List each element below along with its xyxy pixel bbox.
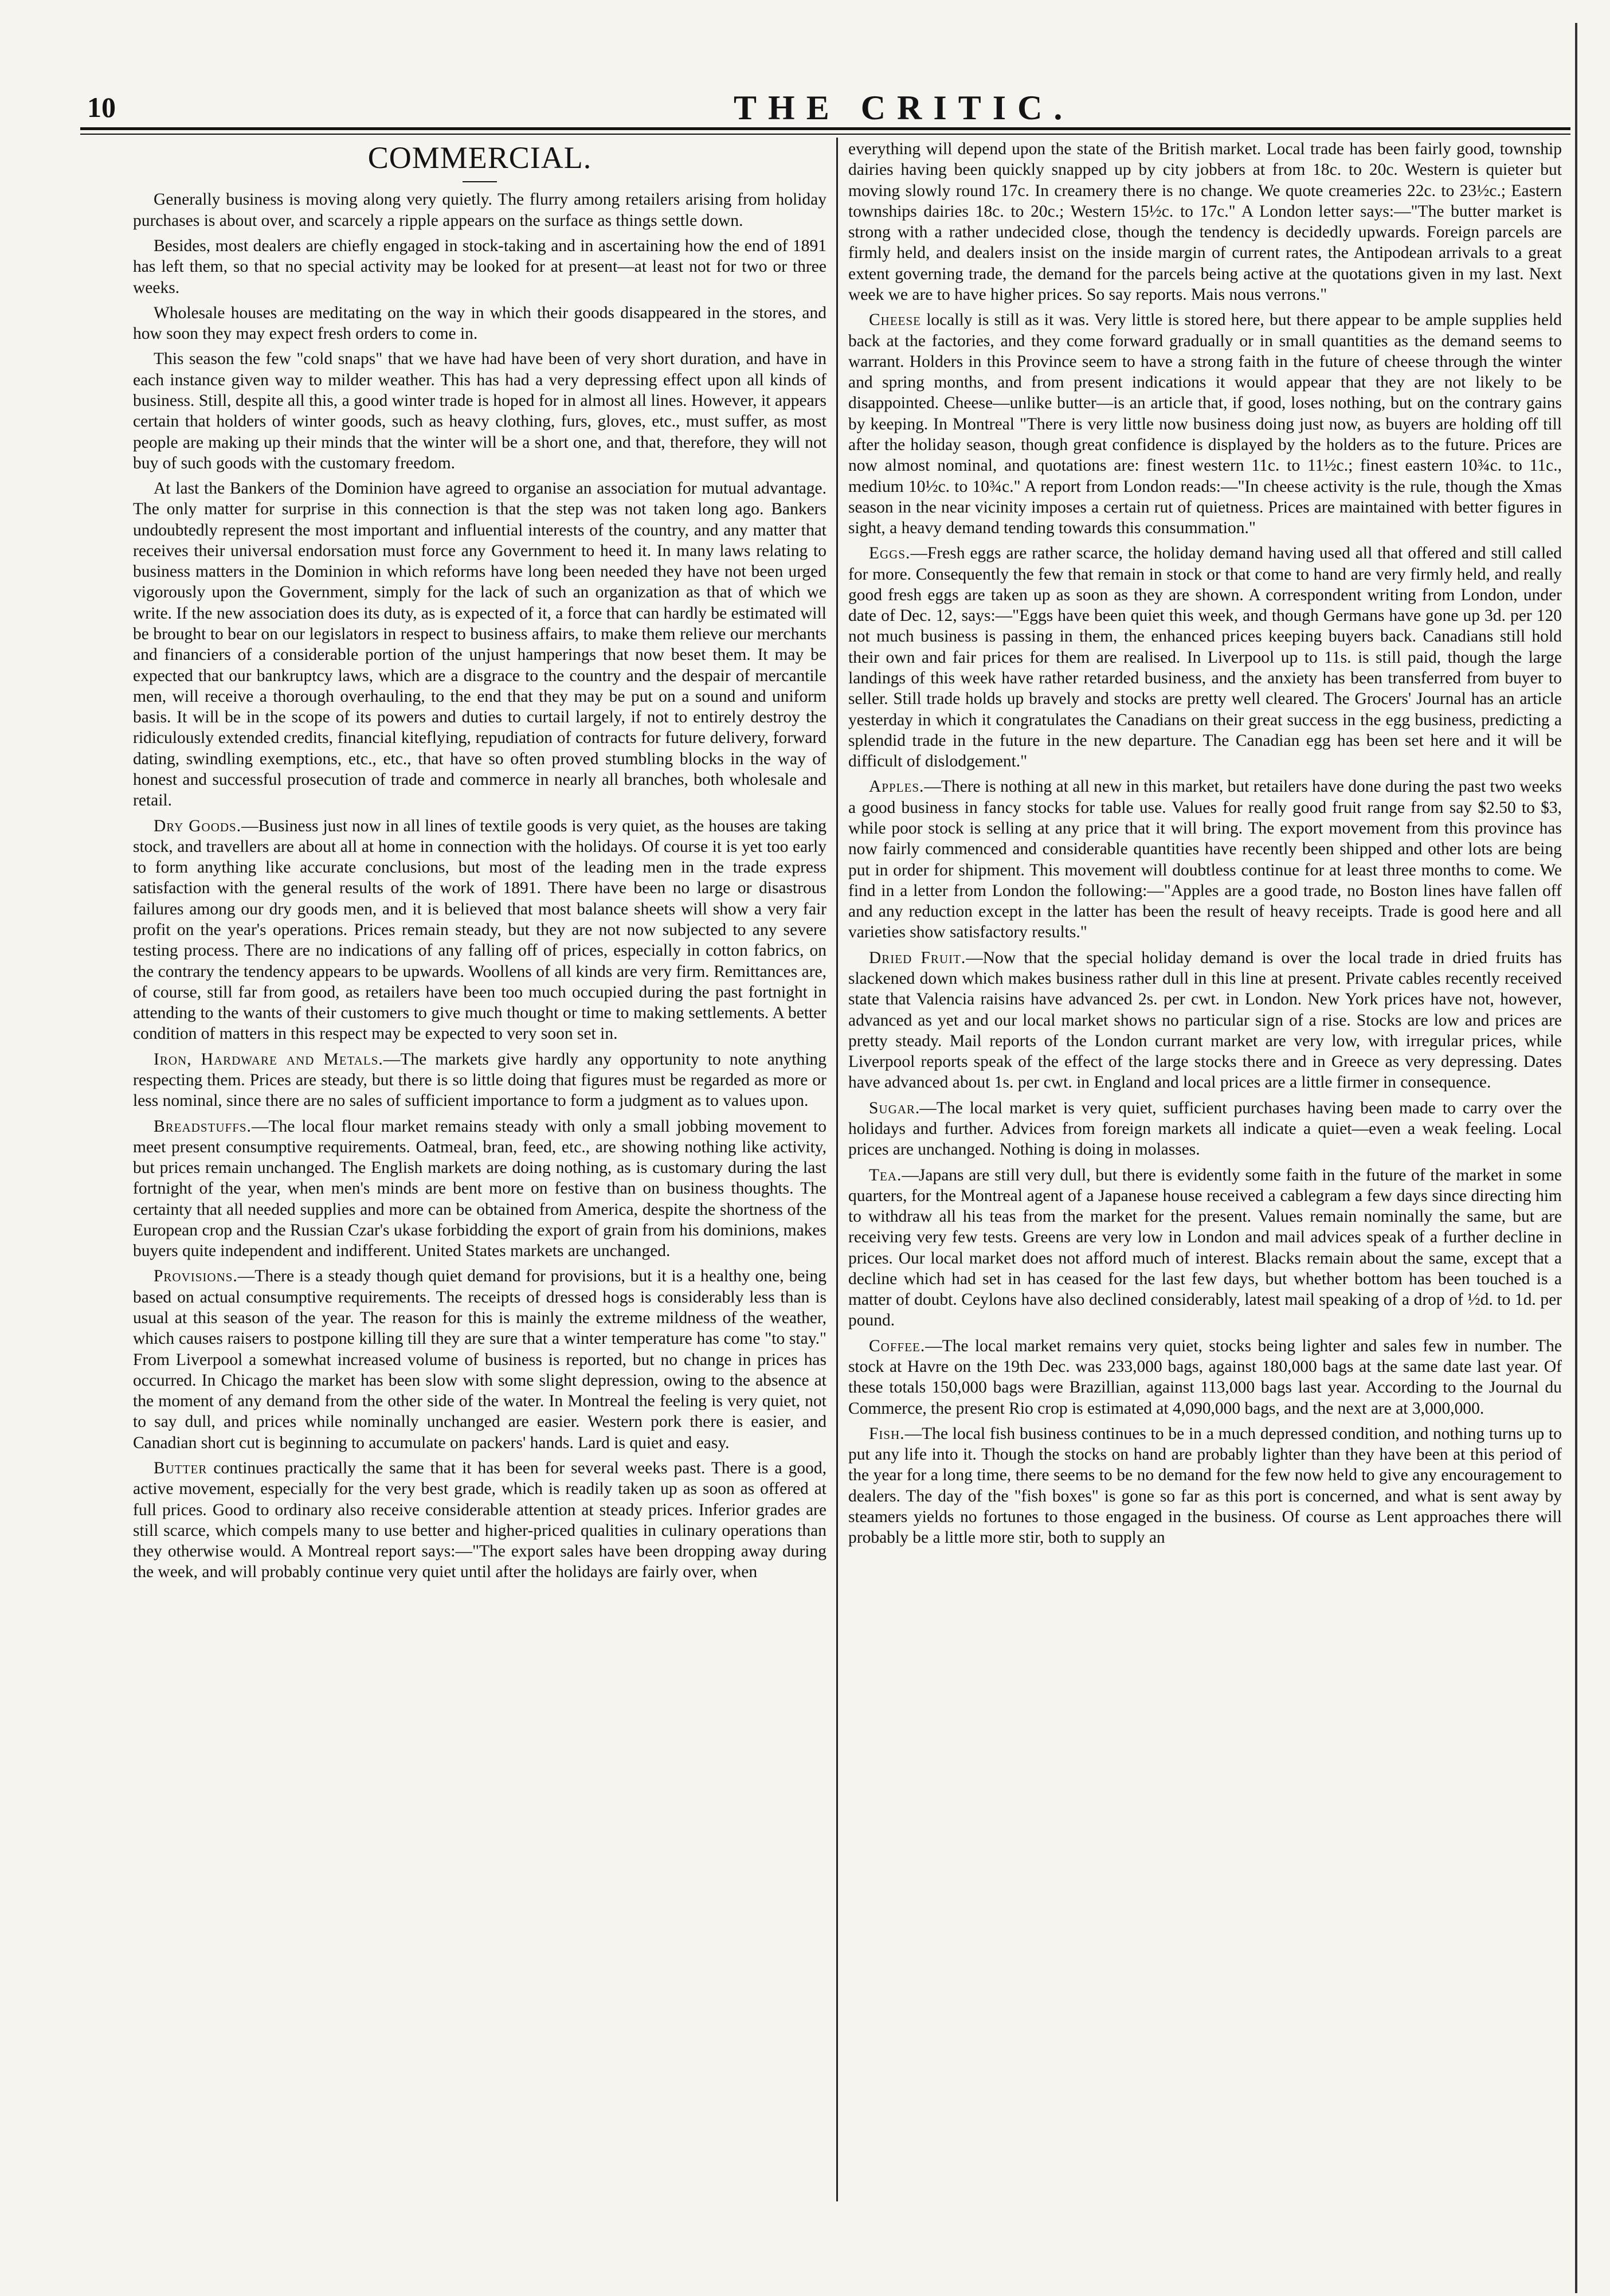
paragraph-stock-taking: Besides, most dealers are chiefly engaged in stock-taking and in ascertaining how the end of 1891 has left them, so that no special activity may be looked for at present—at least not for two or three weeks. <box>133 236 826 297</box>
paragraph-text-tea: —Japans are still very dull, but there is evidently some faith in the future of the market in some quarters, for the Montreal agent of a Japanese house received a cablegram a few days since directing him to withdraw all his teas from the market for the present. Values remain nominally the same, but are receiving very few tests. Greens are very low in London and mail advices speak of a further decline in prices. Our local market does not afford much of interest. Blacks remain about the same, except that a decline which had set in has ceased for the last few days, but whether bottom has been touched is a matter of doubt. Ceylons have also declined considerably, latest mail speaking of a drop of ½d. to 1d. per pound. <box>848 1165 1562 1330</box>
paragraph-eggs <box>848 543 1562 772</box>
paragraph-breadstuffs <box>133 1116 826 1262</box>
paragraph-cheese <box>848 310 1562 538</box>
paragraph-text-butter: continues practically the same that it has been for several weeks past. There is a good, active movement, especially for the very best grade, which is readily taken up as soon as offered at full prices. Good to ordinary also receive considerable attention at steady prices. Inferior grades are still scarce, which compels many to use better and higher-priced qualities in culinary operations than they otherwise would. A Montreal report says:—"The export sales have been dropping away during the week, and will probably continue very quiet until after the holidays are fairly over, when <box>133 1459 826 1582</box>
paragraph-text-provisions: —There is a steady though quiet demand for provisions, but it is a healthy one, being based on actual consumptive requirements. The receipts of dressed hogs is considerably less than is usual at this season of the year. The reason for this is mainly the extreme mildness of the weather, which causes raisers to postpone killing till they are sure that a winter temperature has come "to stay." From Liverpool a somewhat increased volume of business is reported, but no change in prices has occurred. In Chicago the market has been slow with some slight depression, owing to the absence at the moment of any demand from the other side of the water. In Montreal the feeling is very quiet, not to say dull, and prices while nominally unchanged are easier. Western pork there is easier, and Canadian short cut is beginning to accumulate on packers' hands. Lard is quiet and easy. <box>133 1267 826 1452</box>
run-in-heading-coffee: Coffee. <box>869 1336 926 1355</box>
paragraph-provisions <box>133 1266 826 1453</box>
page-header <box>80 86 1570 126</box>
run-in-heading-dried-fruit: Dried Fruit. <box>869 948 966 967</box>
paragraph-dry-goods <box>133 816 826 1045</box>
paragraph-coffee <box>848 1336 1562 1419</box>
paragraph-text-cheese: locally is still as it was. Very little is stored here, but there appear to be ample supplies held back at the factories, and they come forward gradually or in small quantities as the demand seems to warrant. Holders in this Province seem to have a strong faith in the future of cheese through the winter and spring months, and from present indications it would appear that they are not likely to be disappointed. Cheese—unlike butter—is an article that, if good, loses nothing, but on the contrary gains by keeping. In Montreal "There is very little now business doing just now, as buyers are holding off till after the holiday season, though great confidence is displayed by the holders as to the future. Prices are now almost nominal, and quotations are: finest western 11c. to 11½c.; finest eastern 10¾c. to 11c., medium 10½c. to 10¾c." A report from London reads:—"In cheese activity is the rule, though the Xmas season in the near vicinity imposes a certain rut of quietness. Prices are maintained with better figures in sight, a heavy demand tending towards this consummation." <box>848 311 1562 538</box>
paragraph-text-dried-fruit: —Now that the special holiday demand is over the local trade in dried fruits has slackened down which makes business rather dull in this line at present. Private cables recently received state that Valencia raisins have advanced 2s. per cwt. in London. New York prices have not, however, advanced as yet and our local market shows no particular sign of a rise. Stocks are low and prices are pretty steady. Mail reports of the London currant market are very low, with irregular prices, while Liverpool reports speak of the effect of the large stocks there and in Greece as very depressing. Dates have advanced about 1s. per cwt. in England and local prices are a little firmer in consequence. <box>848 948 1562 1092</box>
run-in-heading-breadstuffs: Breadstuffs. <box>154 1117 252 1136</box>
paragraph-butter <box>133 1458 826 1583</box>
paragraph-iron-hardware-metals <box>133 1049 826 1112</box>
run-in-heading-apples: Apples. <box>869 777 925 796</box>
paragraph-text-fish: —The local fish business continues to be in a much depressed condition, and nothing turns up to put any life into it. Though the stocks on hand are probably lighter than they have been at this period of the year for a long time, there seems to be no demand for the few now held to give any encouragement to dealers. The day of the "fish boxes" is gone so far as this port is concerned, and what is sent away by steamers yields no fortunes to those engaged in the business. Of course as Lent approaches there will probably be a little more stir, both to supply an <box>848 1424 1562 1547</box>
paragraph-text-eggs: —Fresh eggs are rather scarce, the holiday demand having used all that offered and still called for more. Consequently the few that remain in stock or that come to hand are very firmly held, and really good fresh eggs are taken up as soon as they are shown. A correspondent writing from London, under date of Dec. 12, says:—"Eggs have been quiet this week, and though Germans have gone up 3d. per 120 not much business is passing in them, the enhanced prices keeping buyers back. Canadians still hold their own and fair prices for them are realised. In Liverpool up to 11s. is still paid, though the large landings of this week have rather retarded business, and the anxiety has been transferred from buyer to seller. Still trade holds up bravely and stocks are pretty well cleared. The Grocers' Journal has an article yesterday in which it congratulates the Canadians on their great success in the egg business, predicting a splendid trade in the future in the new departure. The Canadian egg has been set here and it will be difficult of dislodgement." <box>848 544 1562 771</box>
right-column <box>848 139 1562 1553</box>
run-in-heading-dry-goods: Dry Goods. <box>154 816 242 835</box>
run-in-heading-eggs: Eggs. <box>869 544 911 563</box>
paragraph-text-dry-goods: —Business just now in all lines of textile goods is very quiet, as the houses are taking stock, and travellers are about all at home in connection with the holidays. Of course it is yet too early to form anything like accurate conclusions, but most of the leading men in the trade express satisfaction with the general results of the work of 1891. There have been no large or disastrous failures among our dry goods men, and it is believed that most balance sheets will show a very fair profit on the year's operations. Prices remain steady, but they are not now subjected to any severe testing process. There are no indications of any falling off of prices, especially in cotton fabrics, on the contrary the tendency appears to be upwards. Woollens of all kinds are very firm. Remittances are, of course, still far from good, as retailers have been too much occupied during the past fortnight in attending to the wants of their customers to give much thought or time to making settlements. A better condition of matters in this respect may be expected to very soon set in. <box>133 816 826 1043</box>
page-number: 10 <box>87 91 116 123</box>
paragraph-text-apples: —There is nothing at all new in this market, but retailers have done during the past two weeks a good business in fancy stocks for table use. Values for really good fruit range from say $2.50 to $3, while poor stock is selling at any price that it will bring. The export movement from this province has now fairly commenced and considerable quantities have recently been shipped and other lots are being put in order for shipment. This movement will doubtless continue for at least three months to come. We find in a letter from London the following:—"Apples are a good trade, no Boston lines have fallen off and any reduction except in the latter has been the result of heavy receipts. Trade is good here and all varieties show satisfactory results." <box>848 777 1562 942</box>
masthead: THE CRITIC. <box>734 89 1074 127</box>
run-in-heading-provisions: Provisions. <box>154 1267 238 1286</box>
paragraph-text-iron-hardware-metals: —The markets give hardly any opportunity to note anything respecting them. Prices are steady, but there is so little doing that figures must be regarded as more or less nominal, since there are no sales of sufficient importance to form a judgment as to values upon. <box>133 1050 826 1110</box>
run-in-heading-cheese: Cheese <box>869 311 922 330</box>
run-in-heading-sugar: Sugar <box>869 1098 915 1117</box>
paragraph-tea <box>848 1165 1562 1331</box>
header-rule-thick <box>80 127 1570 130</box>
header-rule-thin <box>80 134 1570 135</box>
paragraph-bankers-association: At last the Bankers of the Dominion have agreed to organise an association for mutual advantage. The only matter for surprise in this connection is that the step was not taken long ago. Bankers undoubtedly represent the most important and influential interests of the country, and any matter that receives their universal endorsation must force any Government to heed it. In many laws relating to business matters in the Dominion in which reforms have long been needed they have not been urged vigorously upon the Government, simply for the lack of such an organization as that of which we write. If the new association does its duty, as is expected of it, a force that can hardly be estimated will be brought to bear on our legislators in respect to business affairs, to make them relieve our merchants and financiers of a considerable portion of the unjust hamperings that now beset them. It may be expected that our bankruptcy laws, which are a disgrace to the country and the despair of mercantile men, will receive a thorough overhauling, to the end that they may be put on a sound and uniform basis. It will be in the scope of its powers and duties to curtail largely, if not to entirely destroy the ridiculously extended credits, financial kiteflying, repudiation of contracts for future delivery, forward dating, swindling exemptions, etc., etc., that have so often proved stumbling blocks in the way of honest and successful prosecution of trade and commerce in nearly all branches, both wholesale and retail. <box>133 479 826 810</box>
paragraph-general-business: Generally business is moving along very quietly. The flurry among retailers arising from holiday purchases is about over, and scarcely a ripple appears on the surface as things settle down. <box>133 190 826 230</box>
paragraph-dried-fruit <box>848 948 1562 1093</box>
run-in-heading-iron-hardware-metals: Iron, Hardware and Metals. <box>154 1050 383 1069</box>
paragraph-sugar <box>848 1098 1562 1160</box>
left-column <box>133 139 826 1587</box>
run-in-heading-butter: Butter <box>154 1459 207 1477</box>
column-divider <box>836 138 838 2201</box>
run-in-heading-fish: Fish. <box>869 1424 905 1443</box>
paragraph-apples <box>848 776 1562 942</box>
paragraph-text-coffee: —The local market remains very quiet, stocks being lighter and sales few in number. The stock at Havre on the 19th Dec. was 233,000 bags, against 180,000 bags at the same date last year. Of these totals 150,000 bags were Brazillian, against 113,000 bags last year. According to the Journal du Commerce, the present Rio crop is estimated at 4,090,000 bags, and the next are at 3,000,000. <box>848 1336 1562 1418</box>
page-edge-rule <box>1575 23 1577 2293</box>
paragraph-butter-continued: everything will depend upon the state of the British market. Local trade has been fairly good, township dairies having been quickly snapped up by city jobbers at from 18c. to 20c. Western is quieter but moving slowly round 17c. In creamery there is no change. We quote creameries 22c. to 23½c.; Eastern townships dairies 18c. to 20c.; Western 15½c. to 17c." A London letter says:—"The butter market is strong with a rather undecided close, though the tendency is decidedly upwards. Foreign parcels are firmly held, and dealers insist on the inside margin of current rates, the Antipodean arrivals to a great extent governing trade, the demand for the parcels being active at the quotations given in my last. Next week we are to have higher prices. So say reports. Mais nous verrons." <box>848 140 1562 304</box>
paragraph-cold-snaps: This season the few "cold snaps" that we have had have been of very short duration, and have in each instance given way to milder weather. This has had a very depressing effect upon all kinds of business. Still, despite all this, a good winter trade is hoped for in almost all lines. However, it appears certain that holders of winter goods, such as heavy clothing, furs, gloves, etc., must suffer, as most people are making up their minds that the winter will be a short one, and that, therefore, they will not buy of such goods with the customary freedom. <box>133 350 826 472</box>
paragraph-text-breadstuffs: —The local flour market remains steady with only a small jobbing movement to meet present consumptive requirements. Oatmeal, bran, feed, etc., are showing nothing like activity, but prices remain unchanged. The English markets are doing nothing, as is customary during the last fortnight of the year, when men's minds are bent more on festive than on business thoughts. The certainty that all needed supplies and more can be obtained from America, despite the shortness of the European crop and the Russian Czar's ukase forbidding the export of grain from his dominions, makes buyers quite independent and indifferent. United States markets are unchanged. <box>133 1117 826 1261</box>
run-in-heading-tea: Tea. <box>869 1165 902 1184</box>
paragraph-wholesale-houses: Wholesale houses are meditating on the way in which their goods disappeared in the stores, and how soon they may expect fresh orders to come in. <box>133 303 826 343</box>
paragraph-text-sugar: .—The local market is very quiet, sufficient purchases having been made to carry over the holidays and further. Advices from foreign markets all indicate a quiet—even a weak feeling. Local prices are unchanged. Nothing is doing in molasses. <box>848 1098 1562 1159</box>
section-title: COMMERCIAL. <box>133 139 826 185</box>
paragraph-fish <box>848 1423 1562 1548</box>
